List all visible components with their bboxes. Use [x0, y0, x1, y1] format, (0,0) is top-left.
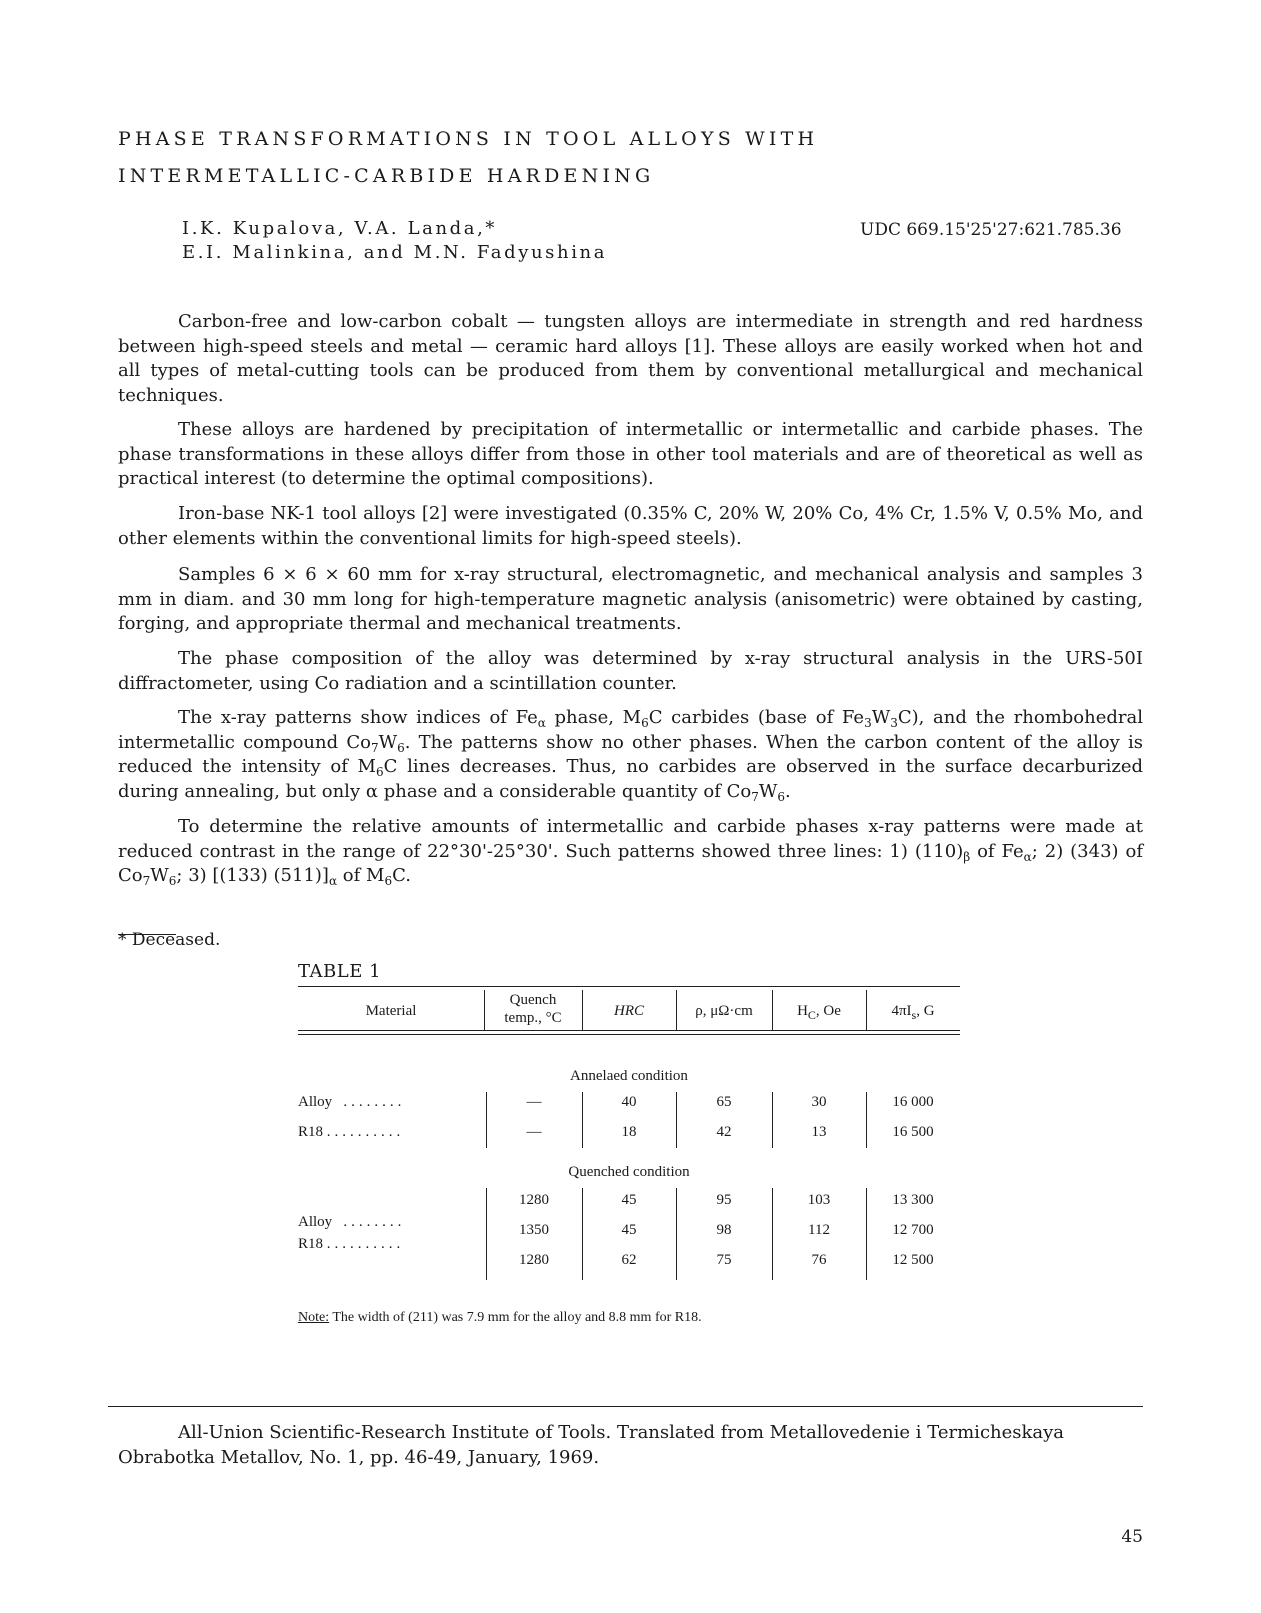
table-note: Note: The width of (211) was 7.9 mm for the alloy and 8.8 mm for R18.	[298, 1310, 702, 1325]
cell-hc: 13	[811, 1124, 827, 1140]
title-line-1: PHASE TRANSFORMATIONS IN TOOL ALLOYS WITH	[118, 128, 819, 150]
header-hrc: HRC	[614, 1003, 644, 1019]
table-header-rule-2	[298, 1034, 960, 1035]
cell-quench: 1350	[519, 1222, 549, 1238]
cell-hc: 76	[811, 1252, 827, 1268]
cell-hrc: 40	[621, 1094, 637, 1110]
cell-4pi-is: 13 300	[892, 1192, 934, 1208]
cell-hc: 103	[807, 1192, 831, 1208]
header-hc: $H_C$, Oe	[797, 1003, 841, 1022]
affiliation-rule	[108, 1406, 1143, 1407]
paragraph-5: The phase composition of the alloy was determined by x-ray structural analysis in the URS-50I diffractometer, using Co radiation and a scintillation counter.	[118, 648, 1143, 694]
paragraph-7: To determine the relative amounts of intermetallic and carbide phases x-ray patterns were made at reduced contrast in the range of 22°30'-25°30'. Such patterns showed three lines: 1) $(110)_\beta$ of $Fe_\alpha$; 2) (343) of $Co_7W_6$; 3) [(133) $(511)]_\alpha$ of $M_6C$.	[118, 816, 1143, 888]
cell-quench: 1280	[519, 1252, 549, 1268]
cell-rho: 75	[716, 1252, 732, 1268]
cell-hrc: 45	[621, 1222, 637, 1238]
paragraph-2: These alloys are hardened by precipitation of intermetallic or intermetallic and carbide phases. The phase transformations in these alloys differ from those in other tool materials and are of theoretical as well as practical interest (to determine the optimal compositions).	[118, 419, 1143, 489]
table-row-label: R18 ..........	[298, 1124, 405, 1140]
cell-rho: 42	[716, 1124, 732, 1140]
cell-4pi-is: 12 700	[892, 1222, 934, 1238]
cell-hrc: 45	[621, 1192, 637, 1208]
affiliation: All-Union Scientific-Research Institute of Tools. Translated from Metallovedenie i Termicheskaya Obrabotka Metallov, No. 1, pp. 46-49, January, 1969.	[118, 1422, 1065, 1468]
table-header-rule-1	[298, 1030, 960, 1031]
cell-rho: 65	[716, 1094, 732, 1110]
cell-4pi-is: 16 000	[892, 1094, 934, 1110]
cell-4pi-is: 16 500	[892, 1124, 934, 1140]
footnote: * Deceased.	[118, 930, 221, 950]
header-4pi-is: $4\pi I_s$, G	[891, 1003, 935, 1022]
authors-line-1: I.K. Kupalova, V.A. Landa,*	[182, 218, 498, 239]
header-quench-1: Quench	[509, 992, 557, 1008]
cell-quench: —	[526, 1094, 542, 1110]
cell-quench: 1280	[519, 1192, 549, 1208]
header-material: Material	[365, 1003, 417, 1019]
page-number: 45	[1121, 1527, 1143, 1547]
table-row-label: Alloy ........	[298, 1214, 406, 1230]
authors-line-2: E.I. Malinkina, and M.N. Fadyushina	[182, 242, 608, 263]
header-quench-2: temp., °C	[504, 1010, 562, 1026]
cell-quench: —	[526, 1124, 542, 1140]
cell-4pi-is: 12 500	[892, 1252, 934, 1268]
header-rho: ρ, μΩ·cm	[695, 1003, 753, 1019]
title-line-2: INTERMETALLIC-CARBIDE HARDENING	[118, 165, 655, 187]
cell-hrc: 62	[621, 1252, 637, 1268]
section-annealed: Annelaed condition	[570, 1068, 688, 1084]
table-row-label: R18 ..........	[298, 1236, 405, 1252]
paragraph-6: The x-ray patterns show indices of $Fe_\alpha$ phase, $M_6C$ carbides (base of $Fe_3W_3C$), and the rhombohedral intermetallic compound $Co_7W_6$. The patterns show no other phases. When the carbon content of the alloy is reduced the intensity of $M_6C$ lines decreases. Thus, no carbides are observed in the surface decarburized during annealing, but only α phase and a considerable quantity of $Co_7W_6$.	[118, 707, 1143, 804]
cell-hc: 112	[808, 1222, 830, 1238]
table-top-rule	[298, 986, 960, 987]
cell-hc: 30	[811, 1094, 827, 1110]
udc-code: UDC 669.15'25'27:621.785.36	[860, 220, 1122, 240]
cell-hrc: 18	[621, 1124, 637, 1140]
paragraph-1: Carbon-free and low-carbon cobalt — tungsten alloys are intermediate in strength and red hardness between high-speed steels and metal — ceramic hard alloys [1]. These alloys are easily worked when hot and all types of metal-cutting tools can be produced from them by conventional metallurgical and mechanical techniques.	[118, 311, 1143, 406]
cell-rho: 98	[716, 1222, 732, 1238]
table-caption: TABLE 1	[298, 961, 382, 982]
section-quenched: Quenched condition	[568, 1164, 690, 1180]
cell-rho: 95	[716, 1192, 732, 1208]
paragraph-4: Samples 6 × 6 × 60 mm for x-ray structural, electromagnetic, and mechanical analysis and samples 3 mm in diam. and 30 mm long for high-temperature magnetic analysis (anisometric) were obtained by casting, forging, and appropriate thermal and mechanical treatments.	[118, 564, 1143, 634]
paragraph-3: Iron-base NK-1 tool alloys [2] were investigated (0.35% C, 20% W, 20% Co, 4% Cr, 1.5% V, 0.5% Mo, and other elements within the conventional limits for high-speed steels).	[118, 503, 1143, 549]
table-row-label: Alloy ........	[298, 1094, 406, 1110]
